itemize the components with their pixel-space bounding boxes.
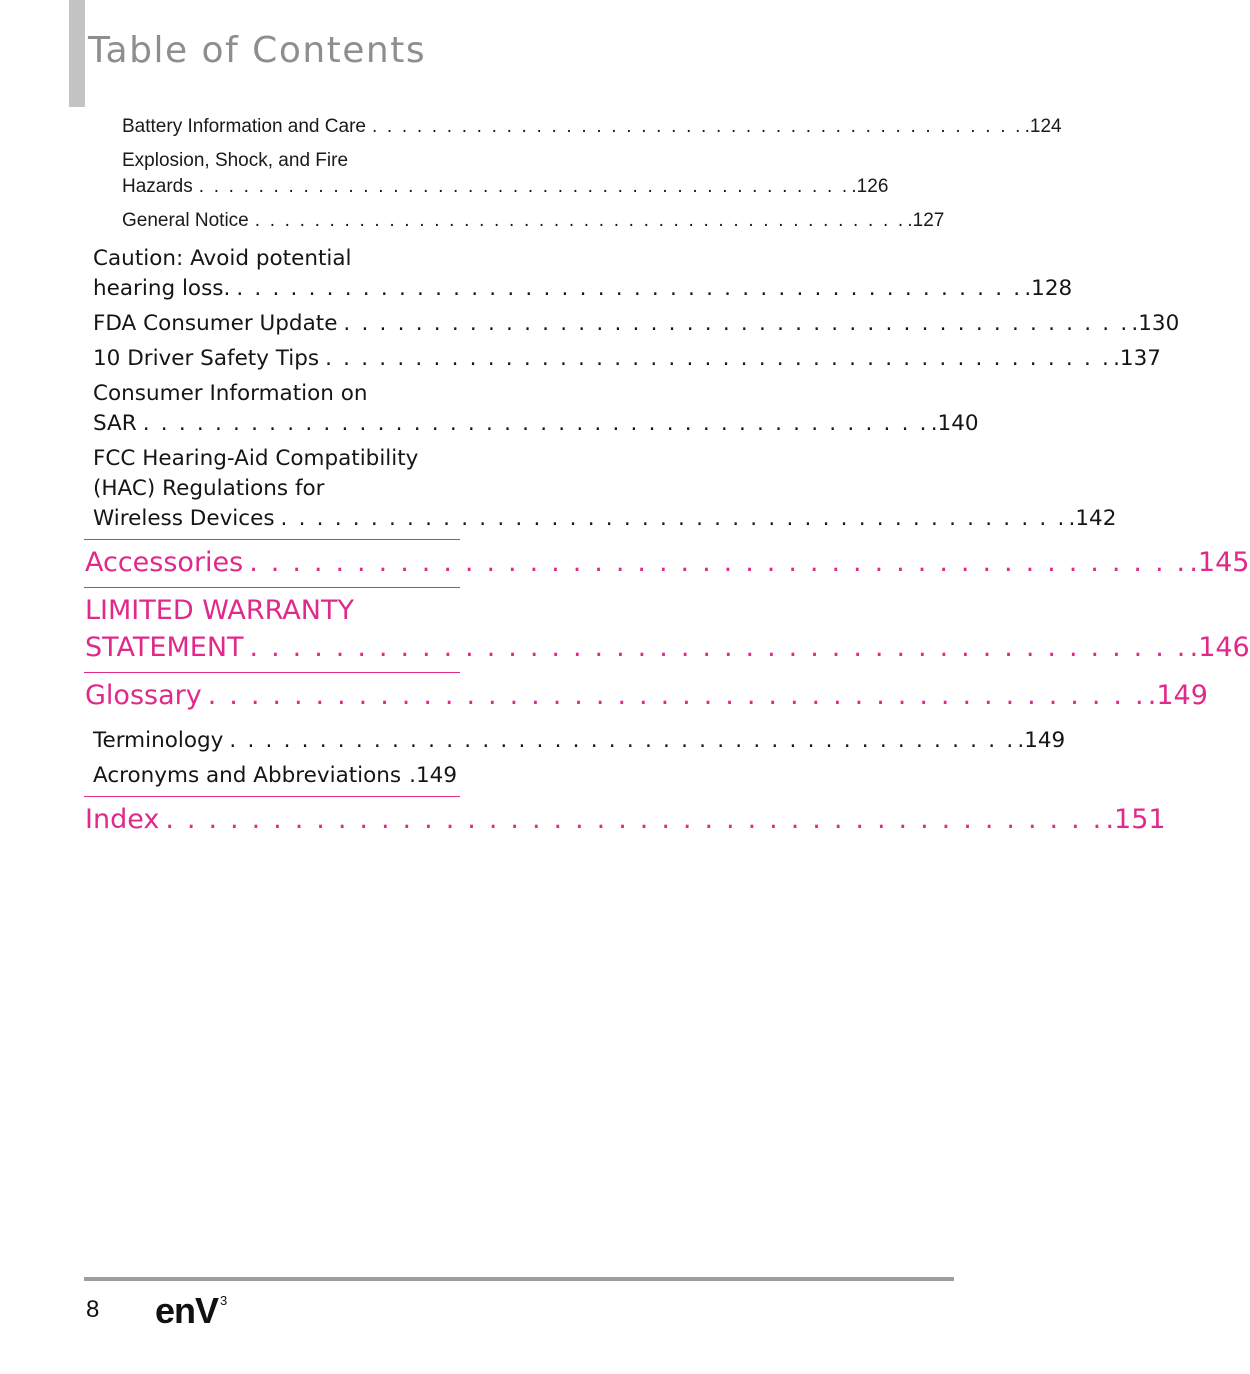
toc-entry[interactable] [84, 208, 945, 234]
toc-entry[interactable] [84, 309, 1180, 339]
toc-entry-page-number: .145 [1189, 547, 1250, 578]
dot-leader: . . . . . . . . . . . . . . . . . . . . . . . . . . . . . . . . . . . . . . . . . . . . [325, 346, 1112, 371]
header-accent-bar [69, 0, 85, 107]
dot-leader: . . . . . . . . . . . . . . . . . . . . . . . . . . . . . . . . . . . . . . . . . . . . [229, 728, 1016, 753]
toc-entry-title-line: FCC Hearing-Aid Compatibility [93, 446, 419, 471]
toc-entry-title: Accessories [85, 547, 244, 578]
toc-entry-title: Wireless Devices [93, 506, 275, 531]
toc-entry-title-line: (HAC) Regulations for [93, 476, 325, 501]
toc-entry-title: Hazards [122, 176, 193, 197]
toc-entry-title: SAR [93, 411, 137, 436]
toc-entry-title: FDA Consumer Update [93, 311, 338, 336]
toc-entry-title-line: Caution: Avoid potential [93, 246, 352, 271]
env3-logo [155, 1290, 228, 1332]
toc-entry-title: General Notice [122, 210, 249, 231]
dot-leader: . . . . . . . . . . . . . . . . . . . . . . . . . . . . . . . . . . . . . . . . . . . . [207, 680, 1146, 711]
toc-entry-title: Battery Information and Care [122, 116, 366, 137]
dot-leader: . . . . . . . . . . . . . . . . . . . . . . . . . . . . . . . . . . . . . . . . . . . . [371, 116, 1023, 137]
toc-entry-title-line: LIMITED WARRANTY [85, 595, 354, 626]
dot-leader: . . . . . . . . . . . . . . . . . . . . . . . . . . . . . . . . . . . . . . . . . . . . [249, 547, 1188, 578]
toc-entry[interactable] [84, 761, 460, 791]
toc-entry-page-number: .142 [1068, 506, 1117, 531]
toc-entry-title: Index [85, 804, 160, 835]
toc-entry[interactable] [84, 444, 1117, 534]
footer-rule [84, 1277, 954, 1281]
toc-entry[interactable] [84, 672, 1208, 720]
toc-entry-title: STATEMENT [85, 632, 244, 663]
dot-leader: . . . . . . . . . . . . . . . . . . . . . . . . . . . . . . . . . . . . . . . . . . . . [249, 632, 1188, 663]
toc-entry-title: Acronyms and Abbreviations [93, 763, 402, 788]
toc-entry[interactable] [84, 587, 1250, 672]
toc-entry-page-number: .146 [1189, 632, 1250, 663]
toc-entry-page-number: .130 [1131, 311, 1180, 336]
dot-leader: . . . . . . . . . . . . . . . . . . . . . . . . . . . . . . . . . . . . . . . . . . . . [165, 804, 1104, 835]
dot-leader: . . . . . . . . . . . . . . . . . . . . . . . . . . . . . . . . . . . . . . . . . . . . [142, 411, 929, 436]
toc-entry-title: 10 Driver Safety Tips [93, 346, 320, 371]
toc-entry-page-number: .151 [1105, 804, 1166, 835]
dot-leader: . . . . . . . . . . . . . . . . . . . . . . . . . . . . . . . . . . . . . . . . . . . . [236, 276, 1023, 301]
toc-entry[interactable] [84, 726, 1066, 756]
toc-entry-page-number: .128 [1024, 276, 1073, 301]
toc-entry-page-number: .127 [907, 210, 945, 231]
toc-entry[interactable] [84, 114, 1062, 140]
toc-entry-title: Terminology [93, 728, 224, 753]
toc-entry-page-number: .137 [1113, 346, 1161, 371]
dot-leader: . . . . . . . . . . . . . . . . . . . . . . . . . . . . . . . . . . . . . . . . . . . . [280, 506, 1067, 531]
dot-leader: . . . . . . . . . . . . . . . . . . . . . . . . . . . . . . . . . . . . . . . . . . . . [343, 311, 1130, 336]
toc-entry[interactable] [84, 344, 1161, 374]
toc-entry-title-line: Consumer Information on [93, 381, 368, 406]
toc-entry-title-line: Explosion, Shock, and Fire [122, 150, 349, 171]
page-title: Table of Contents [88, 30, 427, 71]
logo-superscript: 3 [220, 1293, 228, 1308]
logo-text: enV [155, 1290, 219, 1331]
page-number: 8 [86, 1296, 100, 1323]
toc-entry[interactable] [84, 148, 889, 200]
toc-entry-page-number: .149 [409, 763, 458, 788]
toc-entry-page-number: .149 [1017, 728, 1066, 753]
toc-entry[interactable] [84, 244, 1073, 304]
toc-entry[interactable] [84, 539, 1250, 587]
toc-entry-page-number: .149 [1147, 680, 1208, 711]
toc-entry-title: hearing loss. [93, 276, 231, 301]
dot-leader: . . . . . . . . . . . . . . . . . . . . . . . . . . . . . . . . . . . . . . . . . . . . [254, 210, 906, 231]
dot-leader: . . . . . . . . . . . . . . . . . . . . . . . . . . . . . . . . . . . . . . . . . . . . [198, 176, 850, 197]
toc-entry-page-number: .140 [930, 411, 979, 436]
toc-entry[interactable] [84, 379, 979, 439]
toc-entry-page-number: .124 [1024, 116, 1062, 137]
toc-entry-title: Glossary [85, 680, 202, 711]
table-of-contents [84, 114, 1250, 844]
toc-entry[interactable] [84, 796, 1166, 844]
toc-entry-page-number: .126 [851, 176, 889, 197]
